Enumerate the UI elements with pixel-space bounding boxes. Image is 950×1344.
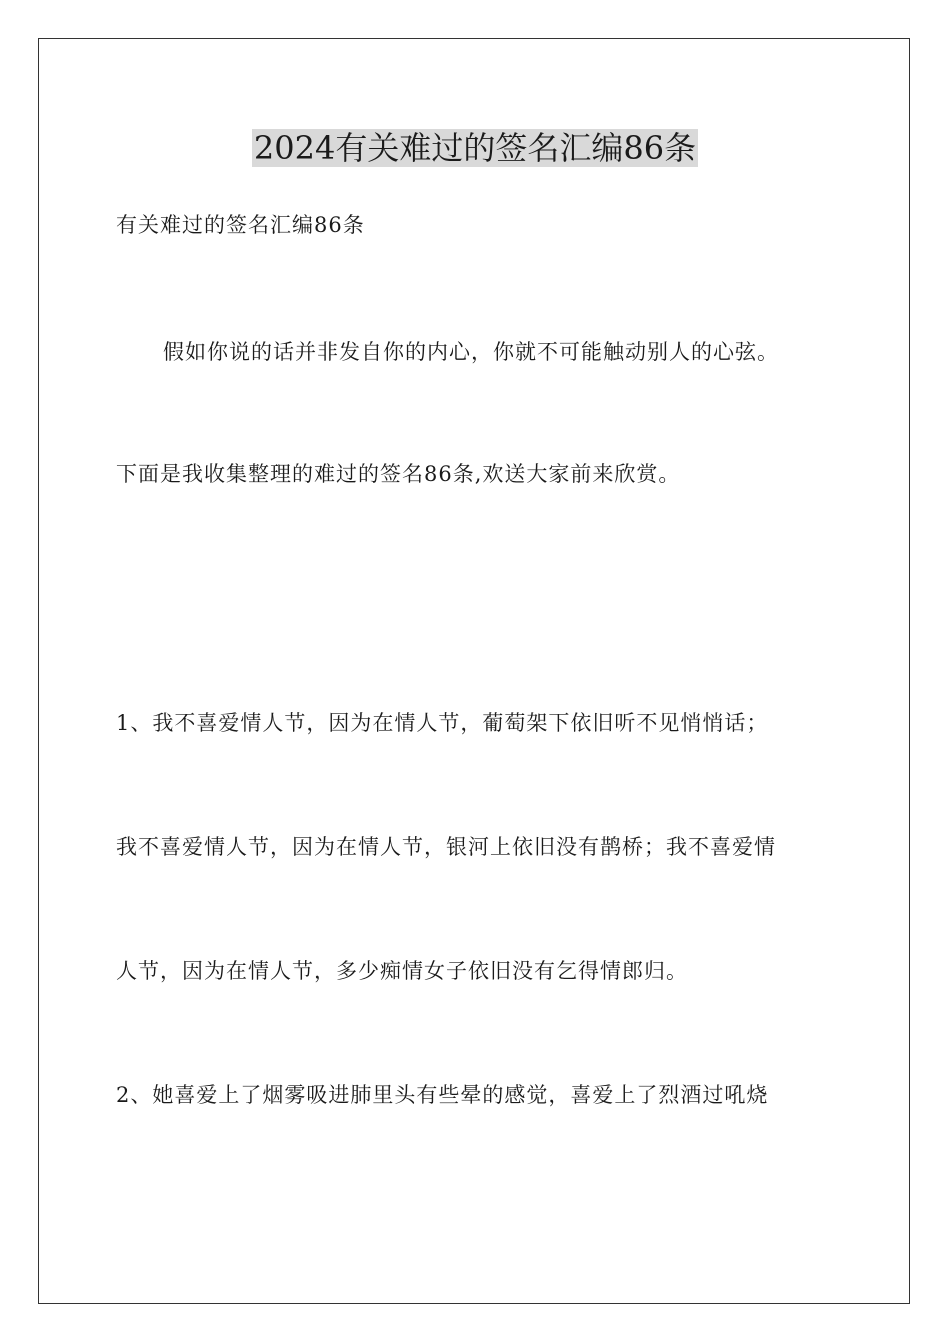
intro-paragraph-line-2: 下面是我收集整理的难过的签名86条,欢送大家前来欣赏。 — [116, 462, 681, 486]
intro-paragraph-line-1: 假如你说的话并非发自你的内心，你就不可能触动别人的心弦。 — [163, 340, 779, 364]
item-2-line-1: 2、她喜爱上了烟雾吸进肺里头有些晕的感觉，喜爱上了烈酒过吼烧 — [116, 1083, 769, 1107]
item-1-line-3: 人节，因为在情人节，多少痴情女子依旧没有乞得情郎归。 — [116, 959, 688, 983]
item-1-line-2: 我不喜爱情人节，因为在情人节，银河上依旧没有鹊桥；我不喜爱情 — [116, 835, 776, 859]
item-1-line-1: 1、我不喜爱情人节，因为在情人节，葡萄架下依旧听不见悄悄话； — [116, 711, 769, 735]
document-title-text: 2024有关难过的签名汇编86条 — [253, 129, 697, 167]
document-subtitle: 有关难过的签名汇编86条 — [116, 213, 365, 237]
document-title — [0, 126, 950, 170]
